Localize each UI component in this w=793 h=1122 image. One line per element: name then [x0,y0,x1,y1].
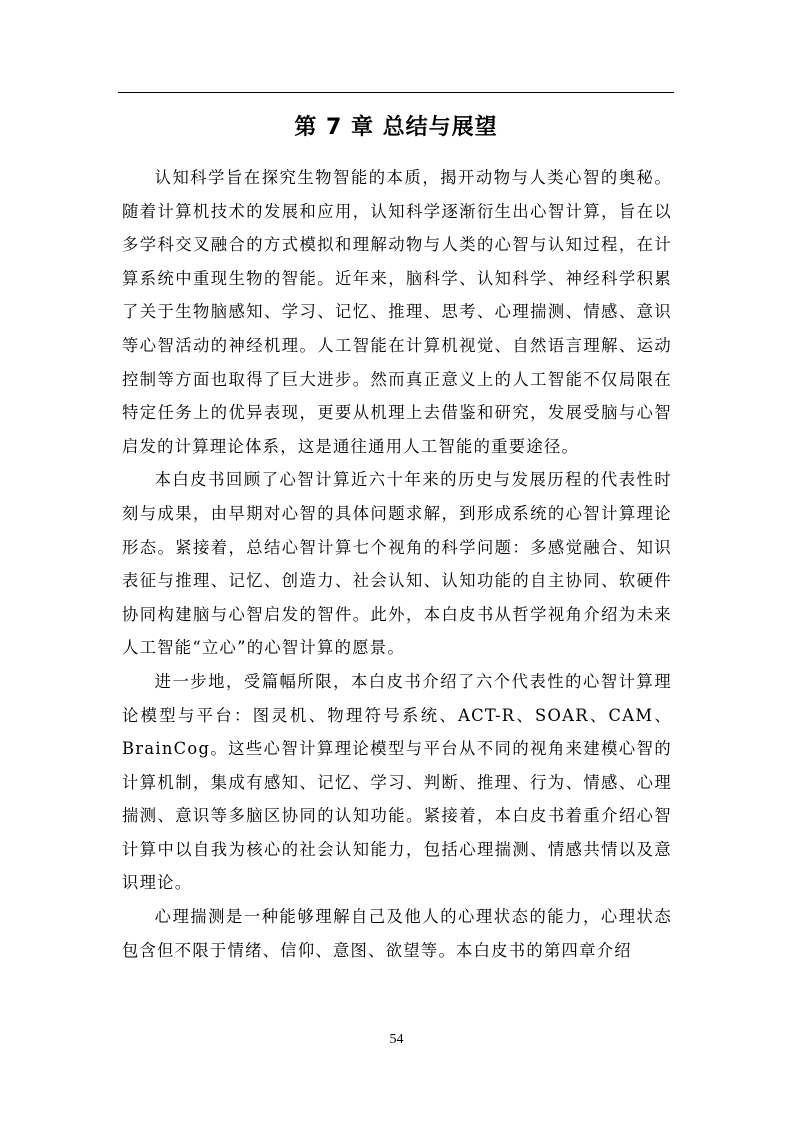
header-rule [118,92,674,93]
paragraph-4: 心理揣测是一种能够理解自己及他人的心理状态的能力，心理状态包含但不限于情绪、信仰、意图、欲望等。本白皮书的第四章介绍 [122,907,672,960]
paragraph-2: 本白皮书回顾了心智计算近六十年来的历史与发展历程的代表性时刻与成果，由早期对心智的具体问题求解，到形成系统的心智计算理论形态。紧接着，总结心智计算七个视角的科学问题：多感觉融合、知识表征与推理、记忆、创造力、社会认知、认知功能的自主协同、软硬件协同构建脑与心智启发的智件。此外，本白皮书从哲学视角介绍为未来人工智能“立心”的心智计算的愿景。 [122,470,672,658]
chapter-title: 第 7 章 总结与展望 [294,115,498,140]
page-number: 54 [389,1032,404,1047]
body-text [122,161,672,967]
paragraph-1: 认知科学旨在探究生物智能的本质，揭开动物与人类心智的奥秘。随着计算机技术的发展和应用，认知科学逐渐衍生出心智计算，旨在以多学科交叉融合的方式模拟和理解动物与人类的心智与认知过程，在计算系统中重现生物的智能。近年来，脑科学、认知科学、神经科学积累了关于生物脑感知、学习、记忆、推理、思考、心理揣测、情感、意识等心智活动的神经机理。人工智能在计算机视觉、自然语言理解、运动控制等方面也取得了巨大进步。然而真正意义上的人工智能不仅局限在特定任务上的优异表现，更要从机理上去借鉴和研究，发展受脑与心智启发的计算理论体系，这是通往通用人工智能的重要途径。 [122,168,672,456]
paragraph-3: 进一步地，受篇幅所限，本白皮书介绍了六个代表性的心智计算理论模型与平台：图灵机、物理符号系统、ACT-R、SOAR、CAM、BrainCog。这些心智计算理论模型与平台从不同的视角来建模心智的计算机制，集成有感知、记忆、学习、判断、推理、行为、情感、心理揣测、意识等多脑区协同的认知功能。紧接着，本白皮书着重介绍心智计算中以自我为核心的社会认知能力，包括心理揣测、情感共情以及意识理论。 [122,671,672,893]
